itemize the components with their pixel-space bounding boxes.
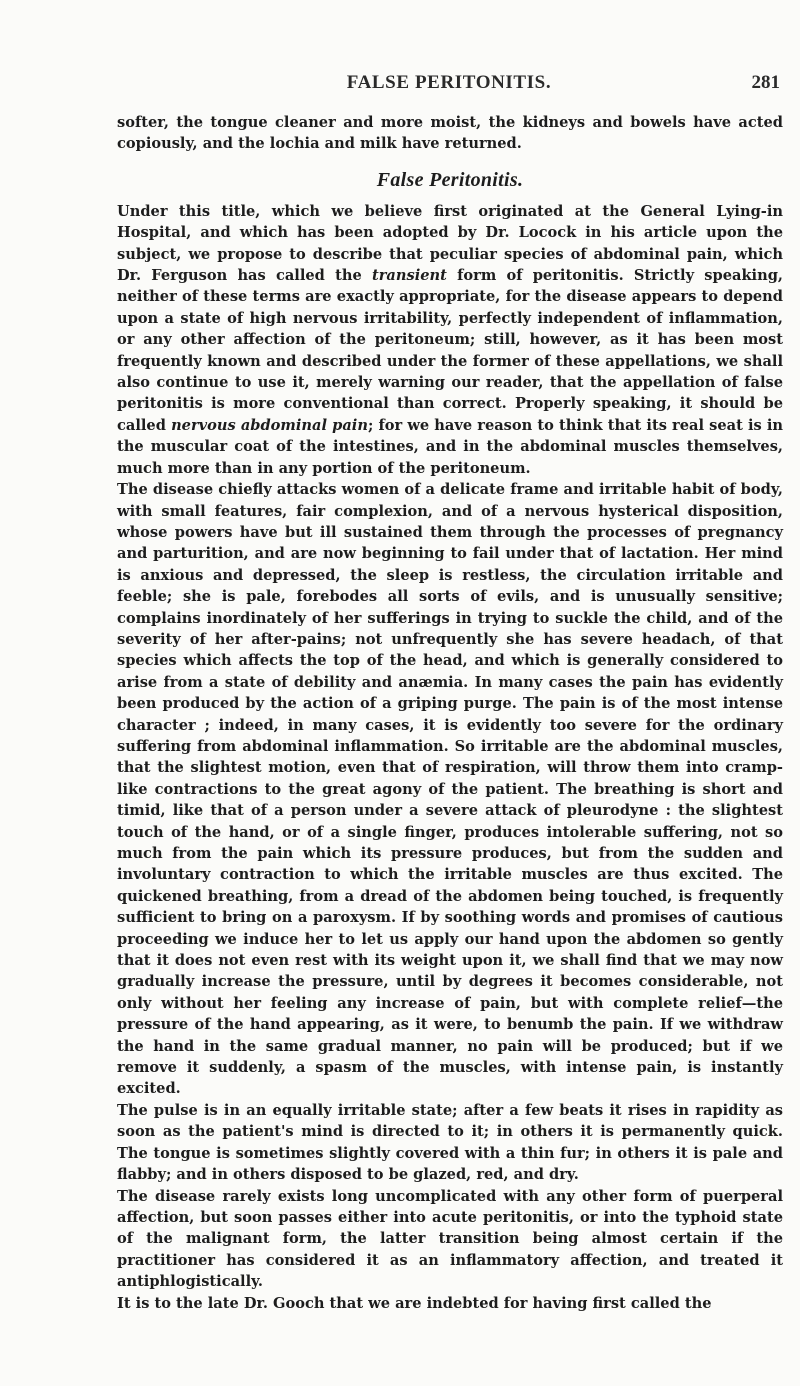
- paragraph-3: The pulse is in an equally irritable state; after a few beats it rises in rapidity as soon as the patient's mind is directed to it; in others it is permanently quick. The tongue is sometimes slightly covered with a thin fur; in others it is pale and flabby; and in others disposed to be glazed, red, and dry.: [117, 1101, 783, 1184]
- paragraph-1-part-a: Under this title, which we believe first originated at the General Lying-in Hospital, and which has been adopted by Dr. Locock in his article upon the subject, we propose to describe that peculiar species of abdominal pain, which Dr. Ferguson has called the: [117, 202, 783, 285]
- paragraph-1-part-b: form of peritonitis. Strictly speaking, neither of these terms are exactly appropriate, for the disease appears to depend upon a state of high nervous irritability, perfectly independent of inflammation, or any other affection of the peritoneum; still, however, as it has been most frequently known and described under the former of these appellations, we shall also continue to use it, merely warning our reader, that the appellation of false peritonitis is more conventional than correct. Properly speaking, it should be called: [117, 267, 783, 434]
- paragraph-2: The disease chiefly attacks women of a delicate frame and irritable habit of body, with small features, fair complexion, and of a nervous hysterical disposition, whose powers have but ill sustained them through the processes of pregnancy and parturition, and are now beginning to fail under that of lactation. Her mind is anxious and depressed, the sleep is restless, the circulation irritable and feeble; she is pale, forebodes all sorts of evils, and is unusually sensitive; complains inordinately of her sufferings in trying to suckle the child, and of the severity of her after-pains; not unfrequently she has severe headach, of that species which affects the top of the head, and which is generally considered to arise from a state of debility and anæmia. In many cases the pain has evidently been produced by the action of a griping purge. The pain is of the most intense character ; indeed, in many cases, it is evidently too severe for the ordinary suffering from abdominal inflammation. So irritable are the abdominal muscles, that the slightest motion, even that of respiration, will throw them into cramp-like contractions to the great agony of the patient. The breathing is short and timid, like that of a person under a severe attack of pleurodyne : the slightest touch of the hand, or of a single finger, produces intolerable suffering, not so much from the pain which its pressure produces, but from the sudden and involuntary contraction to which the irritable muscles are thus excited. The quickened breathing, from a dread of the abdomen being touched, is frequently sufficient to bring on a paroxysm. If by soothing words and promises of cautious proceeding we induce her to let us apply our hand upon the abdomen so gently that it does not even rest with its weight upon it, we shall find that we may now gradually increase the pressure, until by degrees it becomes considerable, not only without her feeling any increase of pain, but with complete relief—the pressure of the hand appearing, as it were, to benumb the pain. If we withdraw the hand in the same gradual manner, no pain will be produced; but if we remove it suddenly, a spasm of the muscles, with intense pain, is instantly excited.: [117, 481, 783, 1098]
- page-number: 281: [751, 72, 780, 93]
- opening-paragraph: softer, the tongue cleaner and more moist, the kidneys and bowels have acted copiously, and the lochia and milk have returned.: [117, 114, 783, 153]
- running-title: FALSE PERITONITIS.: [346, 72, 552, 93]
- paragraph-5: It is to the late Dr. Gooch that we are indebted for having first called the: [117, 1294, 712, 1312]
- paragraph-1-part-c: ; for we have reason to think that its real seat is in the muscular coat of the intestines, and in the abdominal muscles themselves, much more than in any portion of the peritoneum.: [117, 416, 784, 477]
- paragraph-1: [117, 201, 783, 479]
- running-header: [118, 72, 780, 100]
- body-text: [117, 112, 783, 1314]
- paragraph-4: The disease rarely exists long uncomplicated with any other form of puerperal affection, but soon passes either into acute peritonitis, or into the typhoid state of the malignant form, the latter transition being almost certain if the practitioner has considered it as an inflammatory affection, and treated it antiphlogistically.: [117, 1187, 783, 1291]
- section-heading: False Peritonitis.: [376, 168, 524, 191]
- italic-term-nervous-abdominal-pain: nervous abdominal pain: [171, 416, 368, 434]
- italic-term-transient: transient: [371, 267, 447, 285]
